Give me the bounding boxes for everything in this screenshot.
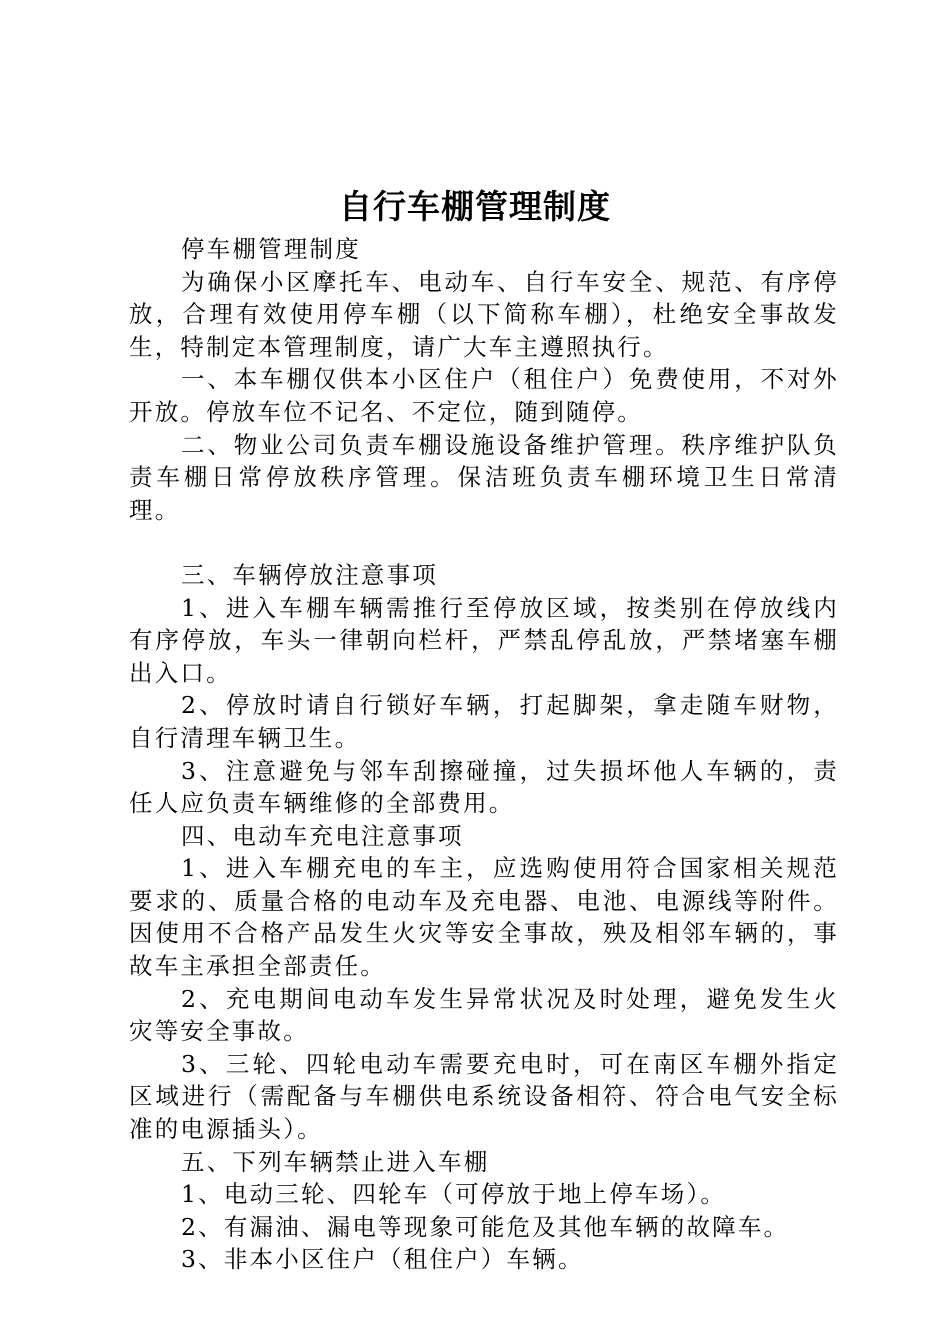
rule-3-item-2: 2、停放时请自行锁好车辆，打起脚架，拿走随车财物，自行清理车辆卫生。	[129, 691, 839, 752]
rule-1-paragraph: 一、本车棚仅供本小区住户（租住户）免费使用，不对外开放。停放车位不记名、不定位，随到随停。	[129, 365, 839, 426]
rule-2-paragraph: 二、物业公司负责车棚设施设备维护管理。秩序维护队负责车棚日常停放秩序管理。保洁班负责车棚环境卫生日常清理。	[129, 430, 839, 524]
rule-4-heading: 四、电动车充电注意事项	[181, 821, 464, 850]
rule-4-item-3: 3、三轮、四轮电动车需要充电时，可在南区车棚外指定区域进行（需配备与车棚供电系统设备相符、符合电气安全标准的电源插头）。	[129, 1049, 839, 1144]
rule-5-item-3: 3、非本小区住户（租住户）车辆。	[181, 1245, 584, 1274]
section-heading: 停车棚管理制度	[181, 235, 361, 263]
rule-3-item-3: 3、注意避免与邻车刮擦碰撞，过失损坏他人车辆的，责任人应负责车辆维修的全部费用。	[129, 756, 839, 818]
rule-5-item-1: 1、电动三轮、四轮车（可停放于地上停车场）。	[181, 1180, 727, 1209]
rule-4-item-2: 2、充电期间电动车发生异常状况及时处理，避免发生火灾等安全事故。	[129, 984, 839, 1046]
intro-paragraph: 为确保小区摩托车、电动车、自行车安全、规范、有序停放，合理有效使用停车棚（以下简称车棚），杜绝安全事故发生，特制定本管理制度，请广大车主遵照执行。	[129, 267, 839, 361]
rule-5-heading: 五、下列车辆禁止进入车棚	[181, 1147, 490, 1176]
rule-4-item-1: 1、进入车棚充电的车主，应选购使用符合国家相关规范要求的、质量合格的电动车及充电器、电池、电源线等附件。因使用不合格产品发生火灾等安全事故，殃及相邻车辆的，事故车主承担全部责任。	[129, 854, 839, 981]
document-title: 自行车棚管理制度	[339, 187, 611, 226]
document-body	[129, 233, 839, 1276]
rule-5-item-2: 2、有漏油、漏电等现象可能危及其他车辆的故障车。	[181, 1212, 790, 1241]
paragraph-gap	[129, 526, 839, 559]
rule-3-heading: 三、车辆停放注意事项	[181, 560, 438, 589]
rule-3-item-1: 1、进入车棚车辆需推行至停放区域，按类别在停放线内有序停放，车头一律朝向栏杆，严禁乱停乱放，严禁堵塞车棚出入口。	[129, 593, 839, 687]
